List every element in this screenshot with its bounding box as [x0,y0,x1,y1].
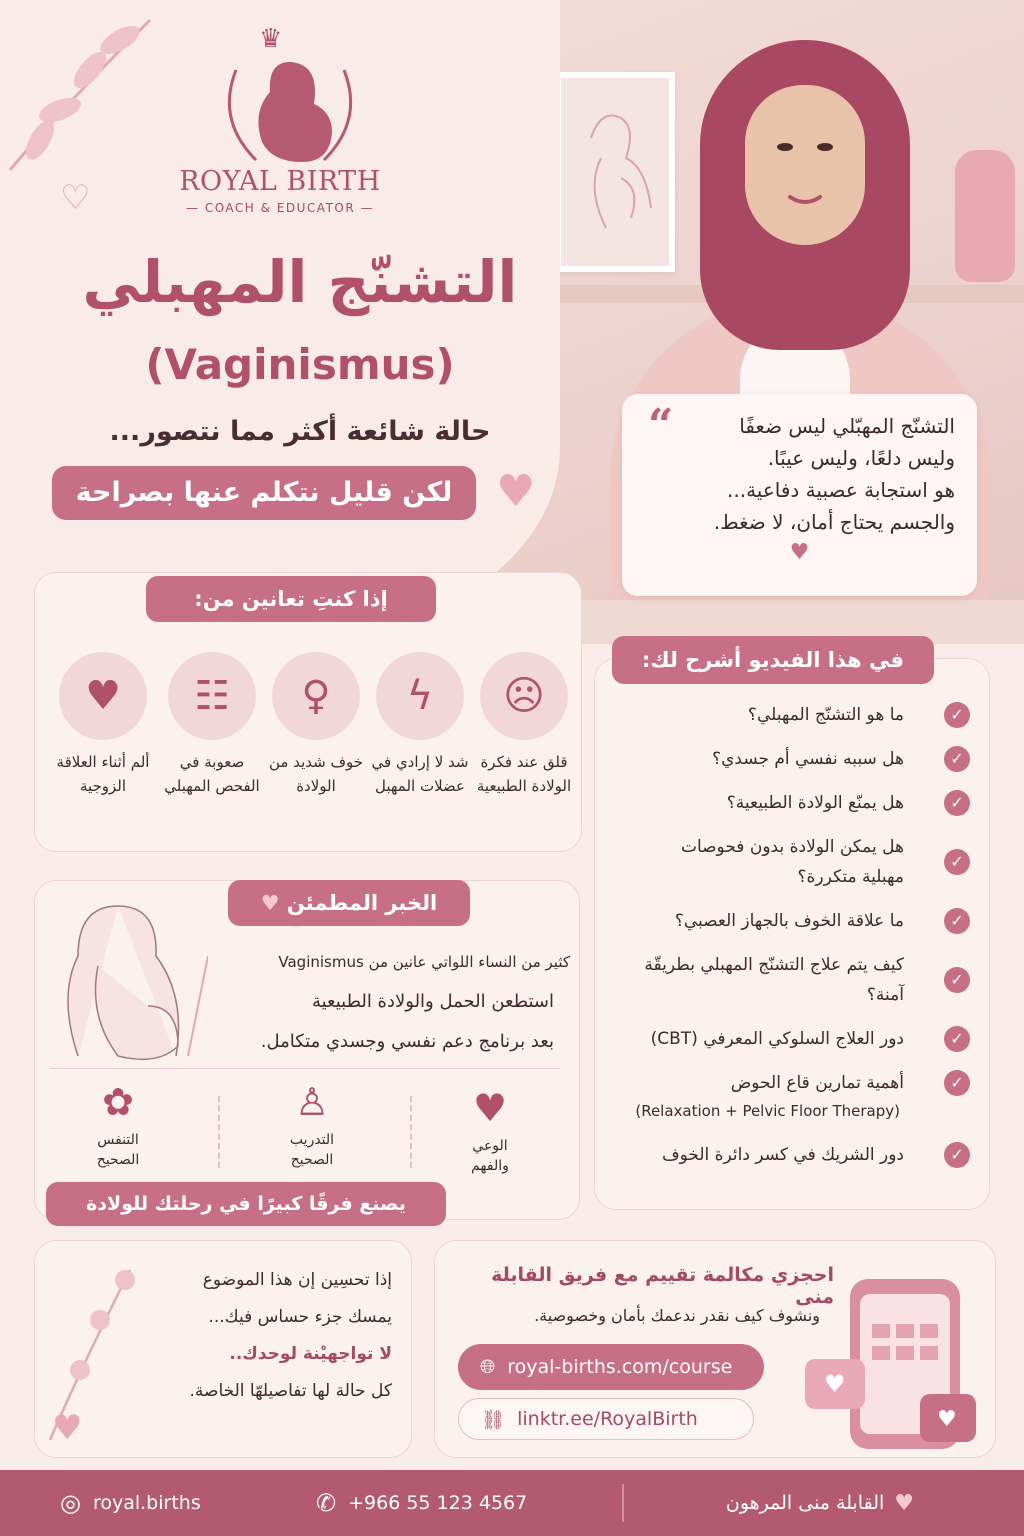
meditation-icon: ♙ [294,1080,330,1124]
symptom-item [266,652,366,798]
woman-pain-icon: ♥ [59,652,147,740]
woman-portrait-face [745,85,865,245]
list-item: هل يمنّع الولادة الطبيعية؟ ✓ [610,788,970,818]
whatsapp-icon: ✆ [316,1489,337,1517]
svg-text:♥: ♥ [937,1407,957,1432]
heart-icon: ♥ [789,540,810,565]
support-text: إذا تحسِين إن هذا الموضوع يمسك جزء حساس فيك... لا تواجهيْنة لوحدك.. كل حالة لها تفاصيلهّا الخاصة. [189,1270,392,1401]
quote-line: التشنّج المهبّلي ليس ضعفًا [739,414,955,438]
check-icon: ✓ [944,1070,970,1096]
heart-icon: ♥ [894,1490,914,1516]
heart-icon: ♥ [260,891,280,915]
lightning-icon: ϟ [376,652,464,740]
divider [218,1096,220,1168]
linktree-link[interactable]: ⛓ linktr.ee/RoyalBirth [458,1398,754,1440]
pregnant-woman-illustration [48,896,208,1066]
list-item: أهمية تمارين قاع الحوض ✓ [610,1068,970,1098]
heart-outline-icon: ♡ [60,178,91,218]
globe-icon: 🌐︎ [480,1356,496,1378]
list-item: ما علاقة الخوف بالجهاز العصبي؟ ✓ [610,906,970,936]
quote-card [622,394,977,596]
divider [410,1096,412,1168]
symptom-item [48,652,158,798]
check-icon: ✓ [944,967,970,993]
symptom-label: قلق عند فكرة الولادة الطبيعية [476,753,572,795]
video-heading: في هذا الفيديو أشرح لك: [612,636,934,684]
list-item: هل يمكن الولادة بدون فحوصات مهبلية متكررة؟ ✓ [610,832,970,892]
course-link[interactable]: 🌐︎ royal-births.com/course [458,1344,764,1390]
pregnant-woman-icon: ♀ [272,652,360,740]
link-icon: ⛓ [481,1408,506,1431]
phone-calendar-illustration [800,1274,990,1454]
worried-face-icon: ☹ [480,652,568,740]
heart-icon: ♥ [472,1086,508,1130]
video-topics-list [610,700,970,1170]
list-item: كيف يتم علاج التشنّج المهبلي بطريقّة آمنة؟ ✓ [610,950,970,1010]
symptom-label: خوف شديد من الولادة [268,753,364,795]
page-title-english: (Vaginismus) [145,340,455,389]
divider [622,1484,624,1522]
leaf-branch-decoration [0,0,170,190]
flower-vase [955,150,1015,282]
good-news-banner: يصنع فرقًا كبيرًا في رحلتك للولادة [46,1182,446,1226]
hero-pill: لكن قليل نتكلم عنها بصراحة [52,466,476,520]
pillar-item: ✿ التنفس الصحيح [68,1080,168,1170]
logo-emblem [216,50,364,166]
symptom-label: ألم أثناء العلاقة الزوجية [56,753,150,795]
good-news-heading: الخبر المطمئن ♥ [228,880,470,926]
good-news-text: كثير من النساء اللواتي عانين من Vaginismus استطعن الحمل والولادة الطبيعية بعد برنامج دعم نفسي وجسدي متكامل. [260,953,570,1052]
check-icon: ✓ [944,702,970,728]
symptom-item [158,652,266,798]
pillar-item: ♙ التدريب الصحيح [262,1080,362,1170]
check-icon: ✓ [944,908,970,934]
quote-mark-icon: “ [648,400,674,451]
symptom-label: شد لا إرادي في عضلات المهبل [371,753,469,795]
check-icon: ✓ [944,849,970,875]
check-icon: ✓ [944,1026,970,1052]
heart-icon: ♥ [496,466,536,517]
list-item: دور الشريك في كسر دائرة الخوف ✓ [610,1140,970,1170]
midwife-name: ♥ القابلة منى المرهون [725,1490,914,1516]
wall-frame-illustration [555,72,675,272]
cta-title: احجزي مكالمة تقييم مع فريق القابلة منى [491,1264,834,1308]
symptom-item [474,652,574,798]
symptom-label: صعوبة في الفحص المهبلي [164,753,260,795]
crown-icon: ♛ [259,24,283,54]
brand-name: ROYAL BIRTH [179,166,381,197]
svg-text:♥: ♥ [824,1370,846,1398]
footer [0,1470,1024,1536]
check-icon: ✓ [944,790,970,816]
list-item: دور العلاج السلوكي المعرفي (CBT) ✓ [610,1024,970,1054]
quote-line: والجسم يحتاج أمان، لا ضغط. [713,510,955,534]
check-icon: ✓ [944,746,970,772]
clipboard-icon: ☷ [168,652,256,740]
pelvic-therapy-note: (Relaxation + Pelvic Floor Therapy) [635,1102,900,1120]
symptoms-heading: إذا كنتِ تعانين من: [146,576,436,622]
quote-line: هو استجابة عصبية دفاعية... [727,478,955,502]
brand-tagline: — COACH & EDUCATOR — [185,201,375,215]
instagram-icon: ◎ [60,1489,81,1517]
pillar-item: ♥ الوعي والفهم [440,1086,540,1176]
quote-line: وليس دلعًا، وليس عيبًا. [767,446,955,470]
divider [50,1068,560,1069]
list-item: هل سببه نفسي أم جسدي؟ ✓ [610,744,970,774]
hero-subtitle: حالة شائعة أكثر مما نتصور... [109,416,491,447]
lungs-icon: ✿ [102,1080,134,1124]
list-item: ما هو التشنّج المهبلي؟ ✓ [610,700,970,730]
symptom-item [370,652,470,798]
phone-number[interactable]: ✆ +966 55 123 4567 [316,1489,528,1517]
heart-icon: ♥ [52,1408,83,1448]
page-title-arabic: التشنّج المهبلي [82,248,518,316]
check-icon: ✓ [944,1142,970,1168]
cta-subtitle: ونشوف كيف نقدر ندعمك بأمان وخصوصية. [534,1306,820,1325]
instagram-handle[interactable]: ◎ royal.births [60,1489,201,1517]
